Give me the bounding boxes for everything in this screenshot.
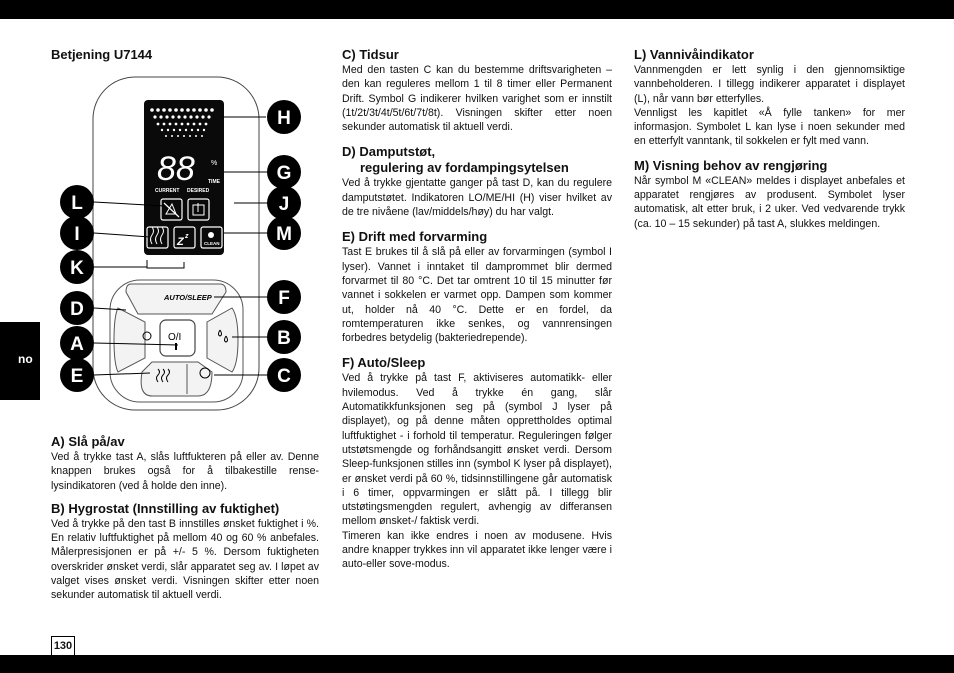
section-b-body: Ved å trykke på den tast B innstilles ønsket fuktighet i %. En relativ luftfuktighet på mellom 40 og 60 % anbefales. Målerpresisjonen er på +/- 5 %. Dersom fuktigheten overskrider ønsket verdi, slår apparatet seg av. I løpet av valget vises ønsket verdi. Visningen skifter etter noen sekunder automatisk til aktuell verdi. bbox=[51, 517, 319, 602]
svg-text:CLEAN: CLEAN bbox=[204, 241, 220, 246]
section-m-body: Når symbol M «CLEAN» meldes i displayet anbefales et apparatet rengjøres av produsent. Symbolet lyser automatisk, alt etter bruk, i 2 uker. Ved vedvarende trykk (ca. 10 – 15 sekunder) på tast A, slukkes meldingen. bbox=[634, 174, 905, 230]
svg-text:C: C bbox=[277, 366, 291, 387]
svg-text:TIME: TIME bbox=[208, 179, 220, 185]
svg-text:J: J bbox=[278, 194, 290, 215]
section-a-title: A) Slå på/av bbox=[51, 434, 125, 449]
section-f-title: F) Auto/Sleep bbox=[342, 355, 426, 371]
section-d-body: Ved å trykke gjentatte ganger på tast D, kan du regulere damputstøtet. Indikatoren LO/ME/HI (H) viser hvilket av de tre nivåene (lav/middels/høy) du har valgt. bbox=[342, 177, 612, 219]
display-digits: 88 bbox=[157, 150, 195, 188]
svg-text:CURRENT: CURRENT bbox=[155, 188, 180, 194]
svg-text:I: I bbox=[74, 224, 80, 245]
column-3 bbox=[634, 47, 905, 231]
section-l-body-1: Vannmengden er lett synlig i den gjennomsiktige vannbeholderen. I tillegg indikerer apparatet i displayet (L), når vann bør etterfylles. bbox=[634, 64, 905, 105]
control-panel-diagram bbox=[55, 70, 320, 415]
section-f-body-2: Timeren kan ikke endres i noen av modusene. Hvis andre knapper trykkes inn vil apparatet ikke lenger være i auto-eller sove-modus. bbox=[342, 529, 612, 571]
svg-text:Z: Z bbox=[177, 236, 184, 248]
svg-text:%: % bbox=[211, 160, 218, 167]
svg-text:H: H bbox=[277, 108, 291, 129]
svg-text:K: K bbox=[70, 258, 84, 279]
section-f-body-1: Ved å trykke på tast F, aktiviseres automatikk- eller hvilemodus. Ved å trykke én gang, slår Automatikkfunksjonen seg på (symbol J lyser på displayet), og på denne måten opprettholdes optimal luftfuktighet - i forhold til temperatur. Reguleringen følger utstøtsmengde og forhåndsangitt ønsket verdi. Dersom Sleep-funksjonen stilles inn (symbol K lyser på displayet), er ønsket verdi på 60 %, tidsinnstillingene går automatisk i 6 timer, oppvarmingen er slått på. I tillegg blir utstøtingsmengden regulert, avhengig av differansen mellom ønsket-/ faktisk verdi. bbox=[342, 372, 612, 528]
section-l-title: L) Vannivåindikator bbox=[634, 47, 754, 62]
column-2 bbox=[342, 47, 612, 572]
section-a-body: Ved å trykke tast A, slås luftfukteren på eller av. Denne knappen brukes også for å tilbakestille rense-lysindikatoren (ved å holde den inne). bbox=[51, 451, 319, 492]
language-tab: no bbox=[0, 322, 40, 400]
section-l-body-2: Vennligst les kapitlet «Å fylle tanken» for mer informasjon. Symbolet L kan lyse i noen sekunder med en etterfylt vanntank, til sokkelen er fylt med vann. bbox=[634, 106, 905, 148]
svg-text:G: G bbox=[276, 163, 292, 184]
section-d-title: D) Damputstøt, bbox=[342, 144, 436, 160]
section-c-title: C) Tidsur bbox=[342, 47, 399, 62]
column-1 bbox=[51, 434, 319, 603]
svg-text:O/I: O/I bbox=[168, 332, 182, 343]
section-m-title: M) Visning behov av rengjøring bbox=[634, 157, 828, 173]
section-b-title: B) Hygrostat (Innstilling av fuktighet) bbox=[51, 500, 280, 516]
page-title: Betjening U7144 bbox=[51, 47, 153, 62]
svg-text:z: z bbox=[185, 233, 189, 240]
section-e-body: Tast E brukes til å slå på eller av forvarmingen (symbol I lyser). Vannet i inntaket til damprommet blir dermed forvarmet til 80 °C. Det tar omtrent 10 til 15 minutter før vannet i sokkelen er varmet opp. Dampen som kommer ut, holder nå 40 °C. Dette er en fordel, da romtemperaturen ikke senkes, og vannrensingen forbedres betydelig (bakteriedrepende). bbox=[342, 246, 612, 345]
section-d-subtitle: regulering av fordampingsytelsen bbox=[360, 160, 569, 176]
page-number: 130 bbox=[51, 636, 75, 655]
svg-text:M: M bbox=[276, 224, 292, 245]
svg-text:AUTO/SLEEP: AUTO/SLEEP bbox=[164, 293, 212, 302]
svg-text:A: A bbox=[70, 334, 84, 355]
section-c-body: Med den tasten C kan du bestemme driftsvarigheten – den kan reguleres mellom 1 til 8 timer eller Permanent Drift. Symbol G indikerer hvilken varighet som er innstilt (1t/2t/3t/4t/5t/6t/7t/8t). Visningen skifter etter noen sekunder automatisk til aktuell verdi. bbox=[342, 64, 612, 134]
bottom-bar bbox=[0, 655, 954, 673]
svg-text:D: D bbox=[70, 299, 84, 320]
svg-text:L: L bbox=[71, 193, 83, 214]
svg-text:B: B bbox=[277, 328, 291, 349]
section-e-title: E) Drift med forvarming bbox=[342, 229, 488, 245]
svg-text:DESIRED: DESIRED bbox=[187, 188, 210, 194]
svg-text:E: E bbox=[70, 366, 84, 387]
top-bar bbox=[0, 0, 954, 19]
svg-text:F: F bbox=[278, 288, 290, 309]
